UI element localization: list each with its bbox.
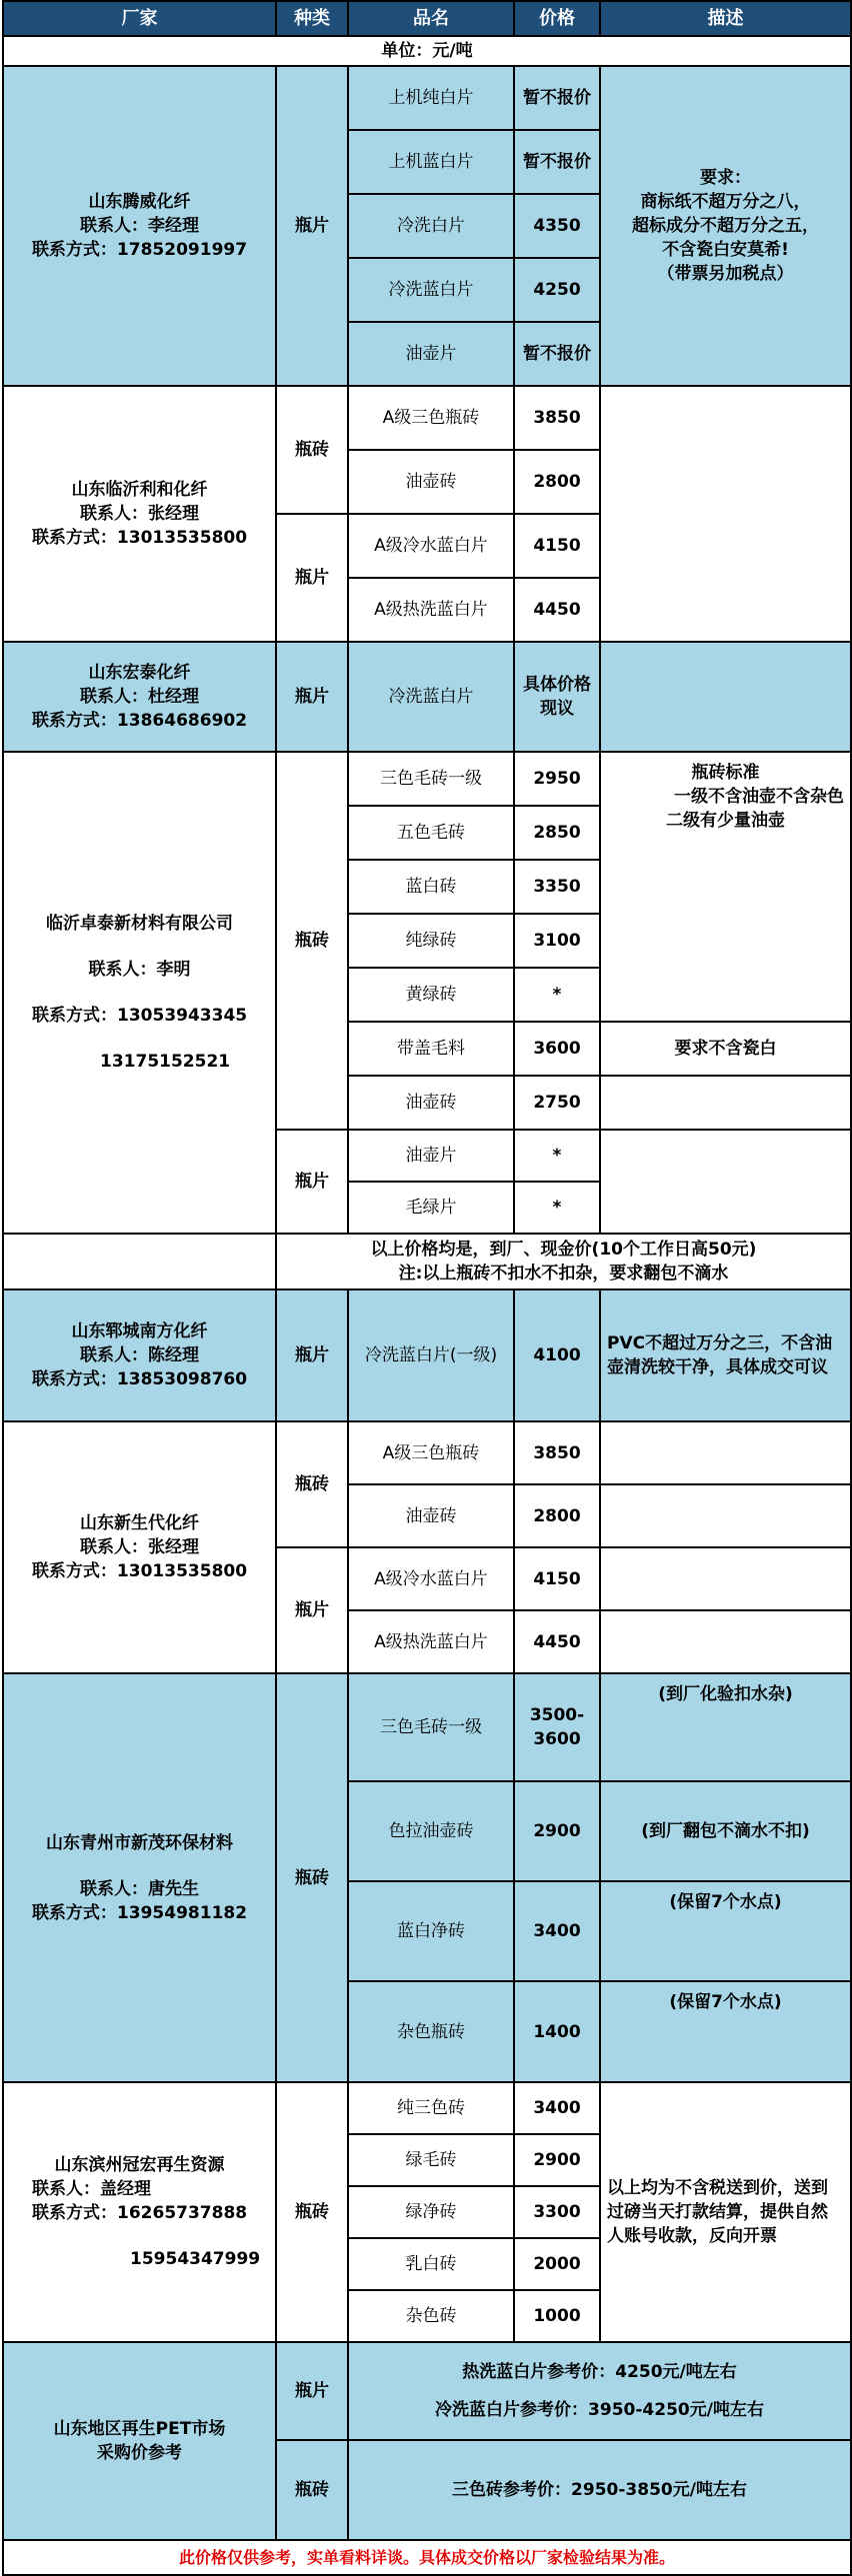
supplier-name: 山东临沂利和化纤 xyxy=(71,480,208,500)
price-table xyxy=(2,0,852,2576)
price-cell: 3400 xyxy=(514,2082,600,2134)
product-cell: 油壶片 xyxy=(348,1130,514,1182)
category-cell: 瓶砖 xyxy=(276,386,348,514)
description-line: （带票另加税点） xyxy=(657,264,794,284)
supplier-cell xyxy=(3,66,276,386)
price-line: 具体价格 xyxy=(523,675,591,695)
supplier-cell xyxy=(3,642,276,752)
product-cell: A级冷水蓝白片 xyxy=(348,514,514,578)
category-cell: 瓶砖 xyxy=(276,752,348,1130)
table-row xyxy=(3,2082,851,2134)
note-line: 注:以上瓶砖不扣水不扣杂，要求翻包不滴水 xyxy=(398,1264,729,1284)
product-cell: 冷洗蓝白片 xyxy=(348,258,514,322)
header-description: 描述 xyxy=(600,1,851,36)
price-cell: 2900 xyxy=(514,1781,600,1881)
product-cell: 蓝白砖 xyxy=(348,860,514,914)
header-product: 品名 xyxy=(348,1,514,36)
description-line: 以上均为不含税送到价，送到 xyxy=(607,2178,828,2198)
product-cell: A级热洗蓝白片 xyxy=(348,1610,514,1673)
price-cell: 3850 xyxy=(514,386,600,450)
reference-price-cell xyxy=(348,2440,851,2540)
supplier-phone: 联系方式：17852091997 xyxy=(31,240,248,260)
category-cell: 瓶片 xyxy=(276,1289,348,1421)
category-cell: 瓶片 xyxy=(276,1547,348,1673)
product-cell: 油壶砖 xyxy=(348,1484,514,1547)
supplier-phone: 联系方式：13013535800 xyxy=(31,528,248,548)
reference-line: 三色砖参考价：2950-3850元/吨左右 xyxy=(452,2480,747,2500)
description-cell xyxy=(600,1076,851,1130)
description-cell xyxy=(600,642,851,752)
price-line: 3500- xyxy=(529,1705,585,1725)
description-cell xyxy=(600,386,851,642)
supplier-cell xyxy=(3,1289,276,1421)
price-cell: 2950 xyxy=(514,752,600,806)
price-cell: * xyxy=(514,1130,600,1182)
product-cell: 上机蓝白片 xyxy=(348,130,514,194)
price-cell: 4250 xyxy=(514,258,600,322)
supplier-contact: 联系人：盖经理 xyxy=(32,2179,151,2199)
category-cell: 瓶片 xyxy=(276,2342,348,2440)
table-row xyxy=(3,1673,851,1781)
table-row xyxy=(3,642,851,752)
price-cell: 3600 xyxy=(514,1022,600,1076)
category-cell: 瓶砖 xyxy=(276,1673,348,2082)
price-cell: 4350 xyxy=(514,194,600,258)
product-cell: 乳白砖 xyxy=(348,2238,514,2290)
price-cell: 4100 xyxy=(514,1289,600,1421)
price-cell: 4150 xyxy=(514,1547,600,1610)
product-cell: 绿毛砖 xyxy=(348,2134,514,2186)
header-row xyxy=(3,1,851,36)
description-cell xyxy=(600,1484,851,1547)
price-cell: 暂不报价 xyxy=(514,66,600,130)
description-line: 要求： xyxy=(700,168,751,188)
product-cell: 三色毛砖一级 xyxy=(348,1673,514,1781)
supplier-phone: 联系方式：13864686902 xyxy=(31,711,248,731)
product-cell: 冷洗蓝白片(一级) xyxy=(348,1289,514,1421)
category-cell: 瓶砖 xyxy=(276,2440,348,2540)
product-cell: 纯三色砖 xyxy=(348,2082,514,2134)
supplier-contact: 联系人：杜经理 xyxy=(80,687,199,707)
description-cell: (保留7个水点) xyxy=(600,1881,851,1981)
supplier-cell xyxy=(3,752,276,1234)
header-price: 价格 xyxy=(514,1,600,36)
supplier-cell xyxy=(3,1673,276,2082)
supplier-name: 山东滨州冠宏再生资源 xyxy=(54,2155,225,2175)
supplier-contact: 联系人：陈经理 xyxy=(80,1345,199,1365)
price-cell: 1000 xyxy=(514,2290,600,2342)
description-line: 不含瓷白安莫希! xyxy=(662,240,789,260)
product-cell: 绿净砖 xyxy=(348,2186,514,2238)
reference-title: 山东地区再生PET市场 xyxy=(53,2419,226,2439)
product-cell: 冷洗白片 xyxy=(348,194,514,258)
supplier-name: 山东青州市新茂环保材料 xyxy=(46,1832,233,1853)
price-cell: 暂不报价 xyxy=(514,322,600,386)
price-cell: 3400 xyxy=(514,1881,600,1981)
supplier-phone: 联系方式：13013535800 xyxy=(31,1561,248,1581)
description-cell: (保留7个水点) xyxy=(600,1981,851,2082)
product-cell: 三色毛砖一级 xyxy=(348,752,514,806)
product-cell: 杂色瓶砖 xyxy=(348,1981,514,2082)
supplier-name: 临沂卓泰新材料有限公司 xyxy=(46,914,233,934)
product-cell: 油壶砖 xyxy=(348,450,514,514)
unit-label: 单位：元/吨 xyxy=(3,36,851,66)
price-cell: 4450 xyxy=(514,1610,600,1673)
product-cell: 黄绿砖 xyxy=(348,968,514,1022)
product-cell: 油壶砖 xyxy=(348,1076,514,1130)
price-cell: 2800 xyxy=(514,1484,600,1547)
description-line: 一级不含油壶不含杂色 xyxy=(674,787,844,807)
description-cell xyxy=(600,752,851,1022)
supplier-phone: 联系方式：16265737888 xyxy=(32,2203,248,2223)
description-cell xyxy=(600,1610,851,1673)
supplier-phone-2: 13175152521 xyxy=(100,1052,231,1072)
price-cell: 4150 xyxy=(514,514,600,578)
price-cell: 3850 xyxy=(514,1421,600,1484)
product-cell: 色拉油壶砖 xyxy=(348,1781,514,1881)
description-line: 壶清洗较干净，具体成交可议 xyxy=(607,1357,828,1377)
product-cell: A级三色瓶砖 xyxy=(348,1421,514,1484)
price-cell: 3100 xyxy=(514,914,600,968)
category-cell: 瓶砖 xyxy=(276,1421,348,1547)
category-cell: 瓶片 xyxy=(276,642,348,752)
product-cell: 毛绿片 xyxy=(348,1182,514,1234)
product-cell: 上机纯白片 xyxy=(348,66,514,130)
product-cell: A级冷水蓝白片 xyxy=(348,1547,514,1610)
supplier-contact: 联系人：张经理 xyxy=(80,1537,199,1557)
price-cell: 2800 xyxy=(514,450,600,514)
description-line: 超标成分不超万分之五， xyxy=(632,216,819,236)
category-cell: 瓶砖 xyxy=(276,2082,348,2342)
product-cell: 带盖毛料 xyxy=(348,1022,514,1076)
price-cell: 暂不报价 xyxy=(514,130,600,194)
price-line: 3600 xyxy=(533,1729,581,1749)
price-cell xyxy=(514,642,600,752)
supplier-cell xyxy=(3,1234,276,1289)
description-line: PVC不超过万分之三，不含油 xyxy=(607,1333,833,1353)
price-cell: 3350 xyxy=(514,860,600,914)
footer-row xyxy=(3,2540,851,2575)
description-line: 二级有少量油壶 xyxy=(666,811,785,831)
supplier-cell xyxy=(3,386,276,642)
reference-title: 采购价参考 xyxy=(97,2443,182,2463)
reference-cell xyxy=(3,2342,276,2540)
description-line: 过磅当天打款结算，提供自然 xyxy=(607,2202,828,2222)
price-cell: 4450 xyxy=(514,578,600,642)
price-cell: 2900 xyxy=(514,2134,600,2186)
supplier-phone-2: 15954347999 xyxy=(130,2249,261,2269)
table-row xyxy=(3,1289,851,1421)
description-cell xyxy=(600,1289,851,1421)
reference-price-cell xyxy=(348,2342,851,2440)
table-row xyxy=(3,1421,851,1484)
category-cell: 瓶片 xyxy=(276,514,348,642)
supplier-phone: 联系方式：13053943345 xyxy=(32,1006,248,1026)
supplier-phone: 联系方式：13853098760 xyxy=(31,1369,248,1389)
price-cell: * xyxy=(514,1182,600,1234)
header-supplier: 厂家 xyxy=(3,1,276,36)
product-cell: 油壶片 xyxy=(348,322,514,386)
reference-line: 热洗蓝白片参考价：4250元/吨左右 xyxy=(462,2362,737,2382)
table-row xyxy=(3,66,851,130)
table-row xyxy=(3,752,851,806)
price-cell: 2000 xyxy=(514,2238,600,2290)
description-line: 瓶砖标准 xyxy=(691,763,760,783)
table-row xyxy=(3,2342,851,2440)
description-cell xyxy=(600,1421,851,1484)
supplier-cell xyxy=(3,1421,276,1673)
description-cell xyxy=(600,1130,851,1234)
category-cell: 瓶片 xyxy=(276,1130,348,1234)
note-cell xyxy=(276,1234,851,1289)
reference-line: 冷洗蓝白片参考价：3950-4250元/吨左右 xyxy=(435,2400,764,2420)
description-line: 人账号收款，反向开票 xyxy=(607,2226,777,2246)
table-row xyxy=(3,1234,851,1289)
price-line: 现议 xyxy=(540,699,574,719)
price-cell: * xyxy=(514,968,600,1022)
price-cell xyxy=(514,1673,600,1781)
supplier-name: 山东郓城南方化纤 xyxy=(71,1321,208,1341)
price-cell: 1400 xyxy=(514,1981,600,2082)
supplier-name: 山东腾威化纤 xyxy=(88,192,191,212)
supplier-name: 山东新生代化纤 xyxy=(80,1513,199,1533)
supplier-contact: 联系人：唐先生 xyxy=(80,1878,199,1899)
product-cell: 纯绿砖 xyxy=(348,914,514,968)
table-row xyxy=(3,386,851,450)
product-cell: 冷洗蓝白片 xyxy=(348,642,514,752)
description-cell xyxy=(600,1547,851,1610)
description-cell xyxy=(600,66,851,386)
supplier-cell xyxy=(3,2082,276,2342)
supplier-contact: 联系人：张经理 xyxy=(80,504,199,524)
description-cell: (到厂化验扣水杂) xyxy=(600,1673,851,1781)
description-cell: (到厂翻包不滴水不扣) xyxy=(600,1781,851,1881)
supplier-name: 山东宏泰化纤 xyxy=(88,663,191,683)
product-cell: 蓝白净砖 xyxy=(348,1881,514,1981)
note-line: 以上价格均是，到厂、现金价(10个工作日高50元) xyxy=(370,1240,757,1260)
supplier-contact: 联系人：李明 xyxy=(88,960,191,980)
price-cell: 3300 xyxy=(514,2186,600,2238)
product-cell: 杂色砖 xyxy=(348,2290,514,2342)
description-line: 商标纸不超万分之八， xyxy=(640,192,811,212)
product-cell: 五色毛砖 xyxy=(348,806,514,860)
unit-row xyxy=(3,36,851,66)
supplier-phone: 联系方式：13954981182 xyxy=(31,1902,248,1923)
description-cell xyxy=(600,2082,851,2342)
product-cell: A级三色瓶砖 xyxy=(348,386,514,450)
description-cell: 要求不含瓷白 xyxy=(600,1022,851,1076)
price-cell: 2750 xyxy=(514,1076,600,1130)
supplier-contact: 联系人：李经理 xyxy=(80,216,199,236)
price-cell: 2850 xyxy=(514,806,600,860)
header-category: 种类 xyxy=(276,1,348,36)
product-cell: A级热洗蓝白片 xyxy=(348,578,514,642)
category-cell: 瓶片 xyxy=(276,66,348,386)
footer-disclaimer: 此价格仅供参考，实单看料详谈。具体成交价格以厂家检验结果为准。 xyxy=(3,2540,851,2575)
